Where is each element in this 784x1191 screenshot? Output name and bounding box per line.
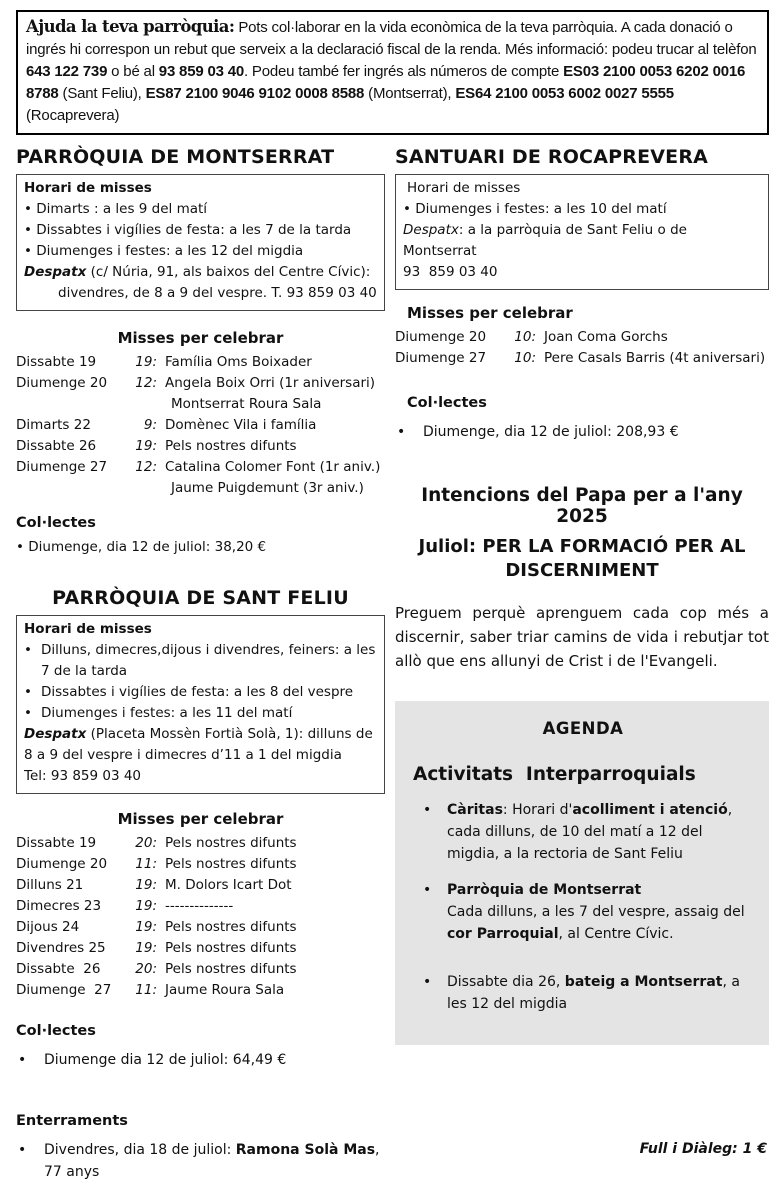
mass-row-continuation: Jaume Puigdemunt (3r aniv.) xyxy=(171,479,364,496)
mass-row: Dimecres 23 19: -------------- xyxy=(16,897,234,914)
donation-notice-box xyxy=(16,10,769,135)
despatx-label: Despatx xyxy=(24,725,87,742)
agenda-item-caritas: • Càritas: Horari d'acolliment i atenció, cada dilluns, de 10 del matí a 12 del migdia, a la rectoria de Sant Feliu xyxy=(423,802,733,863)
schedule-item: • Dilluns, dimecres,dijous i divendres, feiners: a les 7 de la tarda xyxy=(24,641,376,679)
notice-phone-2: 93 859 03 40 xyxy=(158,63,244,80)
mass-row: Diumenge 27 12: Catalina Colomer Font (1r aniv.) xyxy=(16,458,381,475)
enterraments-item: • Divendres, dia 18 de juliol: Ramona Solà Mas, 77 anys xyxy=(18,1141,380,1180)
papa-intentions-title: Intencions del Papa per a l'any 2025 xyxy=(421,484,743,527)
mass-row: Dissabte 26 19: Pels nostres difunts xyxy=(16,437,297,454)
agenda-box xyxy=(395,701,769,1045)
santfeliu-masses-heading: Misses per celebrar xyxy=(117,809,284,828)
santfeliu-collectes-item: • Diumenge dia 12 de juliol: 64,49 € xyxy=(18,1051,287,1068)
montserrat-title: PARRÒQUIA DE MONTSERRAT xyxy=(16,146,335,168)
schedule-item: • Dissabtes i vigílies de festa: a les 8 del vespre xyxy=(24,683,354,700)
montserrat-masses-heading: Misses per celebrar xyxy=(117,328,284,347)
rocaprevera-collectes-item: • Diumenge, dia 12 de juliol: 208,93 € xyxy=(397,423,679,440)
mass-row: Dimarts 22 9: Domènec Vila i família xyxy=(16,416,317,433)
mass-row: Diumenge 27 11: Jaume Roura Sala xyxy=(16,981,285,998)
bulletin-price: Full i Diàleg: 1 € xyxy=(639,1141,767,1158)
agenda-heading: AGENDA xyxy=(542,719,624,739)
montserrat-masses-list xyxy=(16,352,385,499)
papa-intentions-body: Preguem perquè aprenguem cada cop més a discernir, saber triar camins de vida i rebutjar tot allò que ens allunyi de Crist i de l'Evangeli. xyxy=(395,604,769,671)
rocaprevera-despatx-line: Despatx: a la parròquia de Sant Feliu o de Montserrat xyxy=(403,221,687,259)
schedule-item: • Dimarts : a les 9 del matí xyxy=(24,200,208,217)
notice-body-6: (Rocaprevera) xyxy=(26,107,120,124)
despatx-label: Despatx xyxy=(403,221,459,238)
deceased-name: Ramona Solà Mas xyxy=(235,1141,376,1158)
schedule-item: • Diumenges i festes: a les 12 del migdia xyxy=(24,242,304,259)
montserrat-collectes-item: • Diumenge, dia 12 de juliol: 38,20 € xyxy=(16,538,267,555)
schedule-item: • Diumenges i festes: a les 11 del matí xyxy=(24,704,293,721)
santfeliu-title: PARRÒQUIA DE SANT FELIU xyxy=(52,586,349,609)
santfeliu-despatx-line: Despatx (Placeta Mossèn Fortià Solà, 1): dilluns de 8 a 9 del vespre i dimecres d’11 a 1 del migdia xyxy=(24,725,373,763)
notice-body-3: . Podeu també fer ingrés als números de compte xyxy=(243,63,564,80)
mass-row: Dissabte 19 19: Família Oms Boixader xyxy=(16,353,312,370)
mass-row: Divendres 25 19: Pels nostres difunts xyxy=(16,939,297,956)
montserrat-collectes-heading: Col·lectes xyxy=(16,514,96,531)
rocaprevera-collectes-heading: Col·lectes xyxy=(407,394,487,411)
agenda-item-bateig: • Dissabte dia 26, bateig a Montserrat, a les 12 del migdia xyxy=(423,974,740,1013)
mass-row: Dissabte 19 20: Pels nostres difunts xyxy=(16,834,297,851)
montserrat-despatx-line2: divendres, de 8 a 9 del vespre. T. 93 859 03 40 xyxy=(58,284,377,301)
notice-body-1: Pots col·laborar en la vida econòmica de la teva parròquia. A cada donació o ingrés hi correspon un rebut que serveix a la declaració fiscal de la renda. Més informació: podeu trucar al telèfon xyxy=(26,19,757,58)
schedule-item: • Diumenges i festes: a les 10 del matí xyxy=(403,200,667,217)
left-column xyxy=(16,147,385,1183)
santfeliu-masses-list xyxy=(16,833,385,1001)
mass-row: Dilluns 21 19: M. Dolors Icart Dot xyxy=(16,876,292,893)
two-column-layout xyxy=(16,147,769,1183)
rocaprevera-phone: 93 859 03 40 xyxy=(403,263,498,280)
montserrat-schedule-box xyxy=(16,174,385,311)
notice-body-4: (Sant Feliu), xyxy=(58,85,146,102)
santfeliu-schedule-heading: Horari de misses xyxy=(24,620,152,637)
montserrat-schedule-heading: Horari de misses xyxy=(24,179,152,196)
santfeliu-collectes-heading: Col·lectes xyxy=(16,1022,96,1039)
iban-montserrat: ES87 2100 9046 9102 0008 8588 xyxy=(145,85,365,102)
mass-row: Dijous 24 19: Pels nostres difunts xyxy=(16,918,297,935)
iban-rocaprevera: ES64 2100 0053 6002 0027 5555 xyxy=(455,85,674,102)
mass-row: Diumenge 20 12: Angela Boix Orri (1r aniversari) xyxy=(16,374,376,391)
papa-intentions-subtitle: Juliol: PER LA FORMACIÓ PER AL DISCERNIMENT xyxy=(418,535,746,582)
rocaprevera-schedule-heading: Horari de misses xyxy=(407,179,521,196)
santfeliu-schedule-box xyxy=(16,615,385,794)
mass-row: Diumenge 20 10: Joan Coma Gorchs xyxy=(395,328,668,345)
schedule-item: • Dissabtes i vigílies de festa: a les 7 de la tarda xyxy=(24,221,352,238)
notice-phone-1: 643 122 739 xyxy=(26,63,108,80)
mass-row-continuation: Montserrat Roura Sala xyxy=(171,395,322,412)
notice-title: Ajuda la teva parròquia: xyxy=(26,17,235,36)
agenda-item-montserrat: • Parròquia de Montserrat Cada dilluns, a les 7 del vespre, assaig del cor Parroquial, al Centre Cívic. xyxy=(423,882,745,943)
enterraments-heading: Enterraments xyxy=(16,1112,128,1129)
mass-row: Dissabte 26 20: Pels nostres difunts xyxy=(16,960,297,977)
mass-row: Diumenge 20 11: Pels nostres difunts xyxy=(16,855,297,872)
iban-sant-feliu: ES03 2100 0053 6202 0016 8788 xyxy=(26,63,746,102)
despatx-label: Despatx xyxy=(24,263,87,280)
montserrat-despatx-line: Despatx (c/ Núria, 91, als baixos del Centre Cívic): xyxy=(24,263,371,280)
notice-body-5: (Montserrat), xyxy=(364,85,456,102)
notice-body-2: o bé al xyxy=(107,63,159,80)
rocaprevera-masses-list xyxy=(395,327,769,369)
right-column xyxy=(395,147,769,1183)
rocaprevera-title: SANTUARI DE ROCAPREVERA xyxy=(395,146,709,168)
mass-row: Diumenge 27 10: Pere Casals Barris (4t aniversari) xyxy=(395,349,766,366)
agenda-subheading: Activitats Interparroquials xyxy=(413,764,696,786)
rocaprevera-schedule-box xyxy=(395,174,769,290)
rocaprevera-masses-heading: Misses per celebrar xyxy=(407,303,573,322)
santfeliu-tel: Tel: 93 859 03 40 xyxy=(24,767,142,784)
